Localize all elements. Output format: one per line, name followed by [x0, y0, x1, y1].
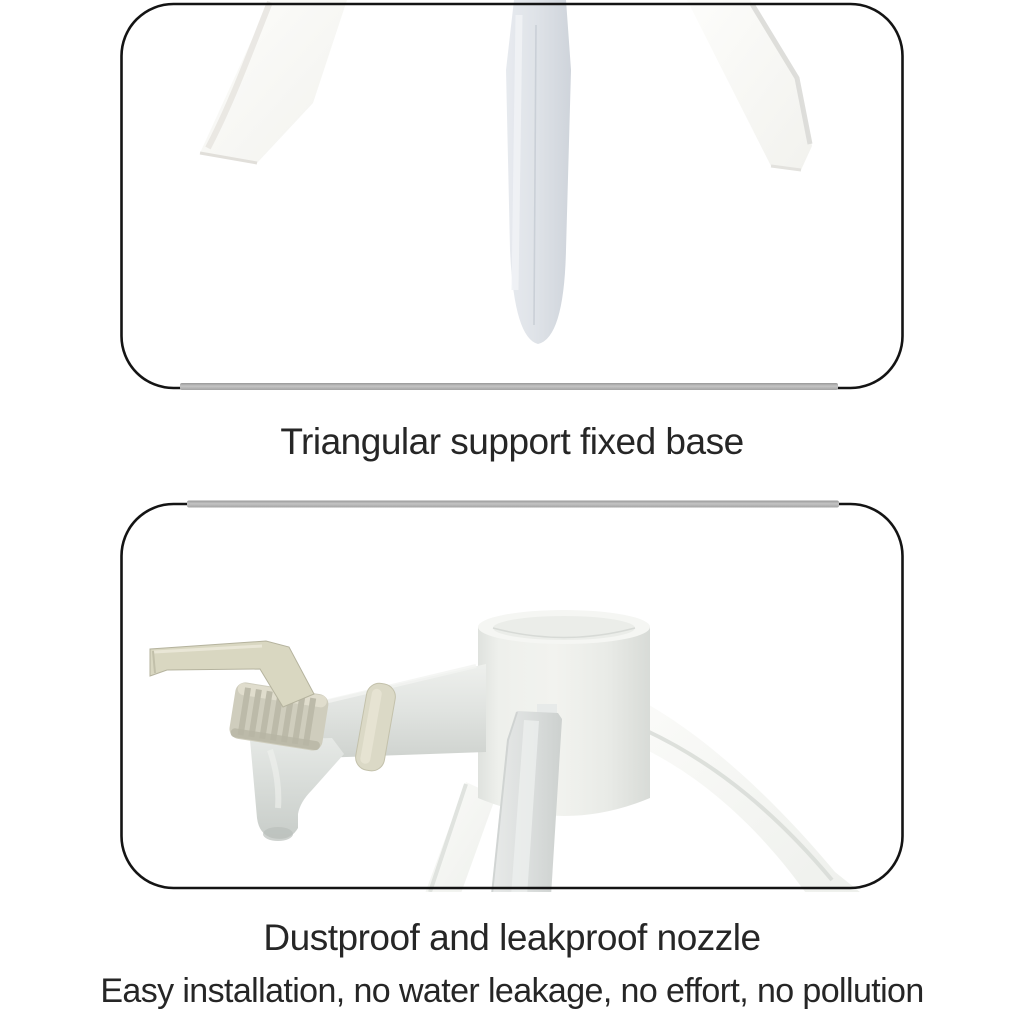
caption-tripod-base: Triangular support fixed base	[280, 421, 744, 462]
photo-panel-nozzle	[120, 500, 904, 892]
tripod-leg-right-blade	[687, 0, 812, 170]
tripod-leg-center-highlight	[515, 15, 519, 290]
faucet-spout-body	[250, 738, 344, 839]
tripod-leg-left-blade	[200, 0, 347, 163]
shine-bar	[187, 501, 839, 508]
stand-leg-right	[630, 700, 865, 892]
tripod-leg-right	[687, 0, 812, 170]
faucet-spout-opening	[263, 827, 293, 841]
shine-bar	[180, 383, 838, 390]
cylinder-opening	[493, 616, 635, 640]
tripod-leg-left	[200, 0, 347, 163]
nozzle-photo	[120, 500, 904, 892]
faucet-assembly	[150, 641, 486, 841]
photo-panel-tripod-base	[120, 0, 904, 392]
tripod-base-photo	[120, 0, 904, 392]
caption-nozzle: Dustproof and leakproof nozzle	[263, 917, 761, 958]
tripod-leg-center	[506, 0, 571, 344]
tagline: Easy installation, no water leakage, no effort, no pollution	[100, 972, 924, 1010]
faucet-lever	[150, 641, 314, 707]
faucet-tube	[318, 664, 486, 758]
faucet-spout	[250, 738, 344, 841]
